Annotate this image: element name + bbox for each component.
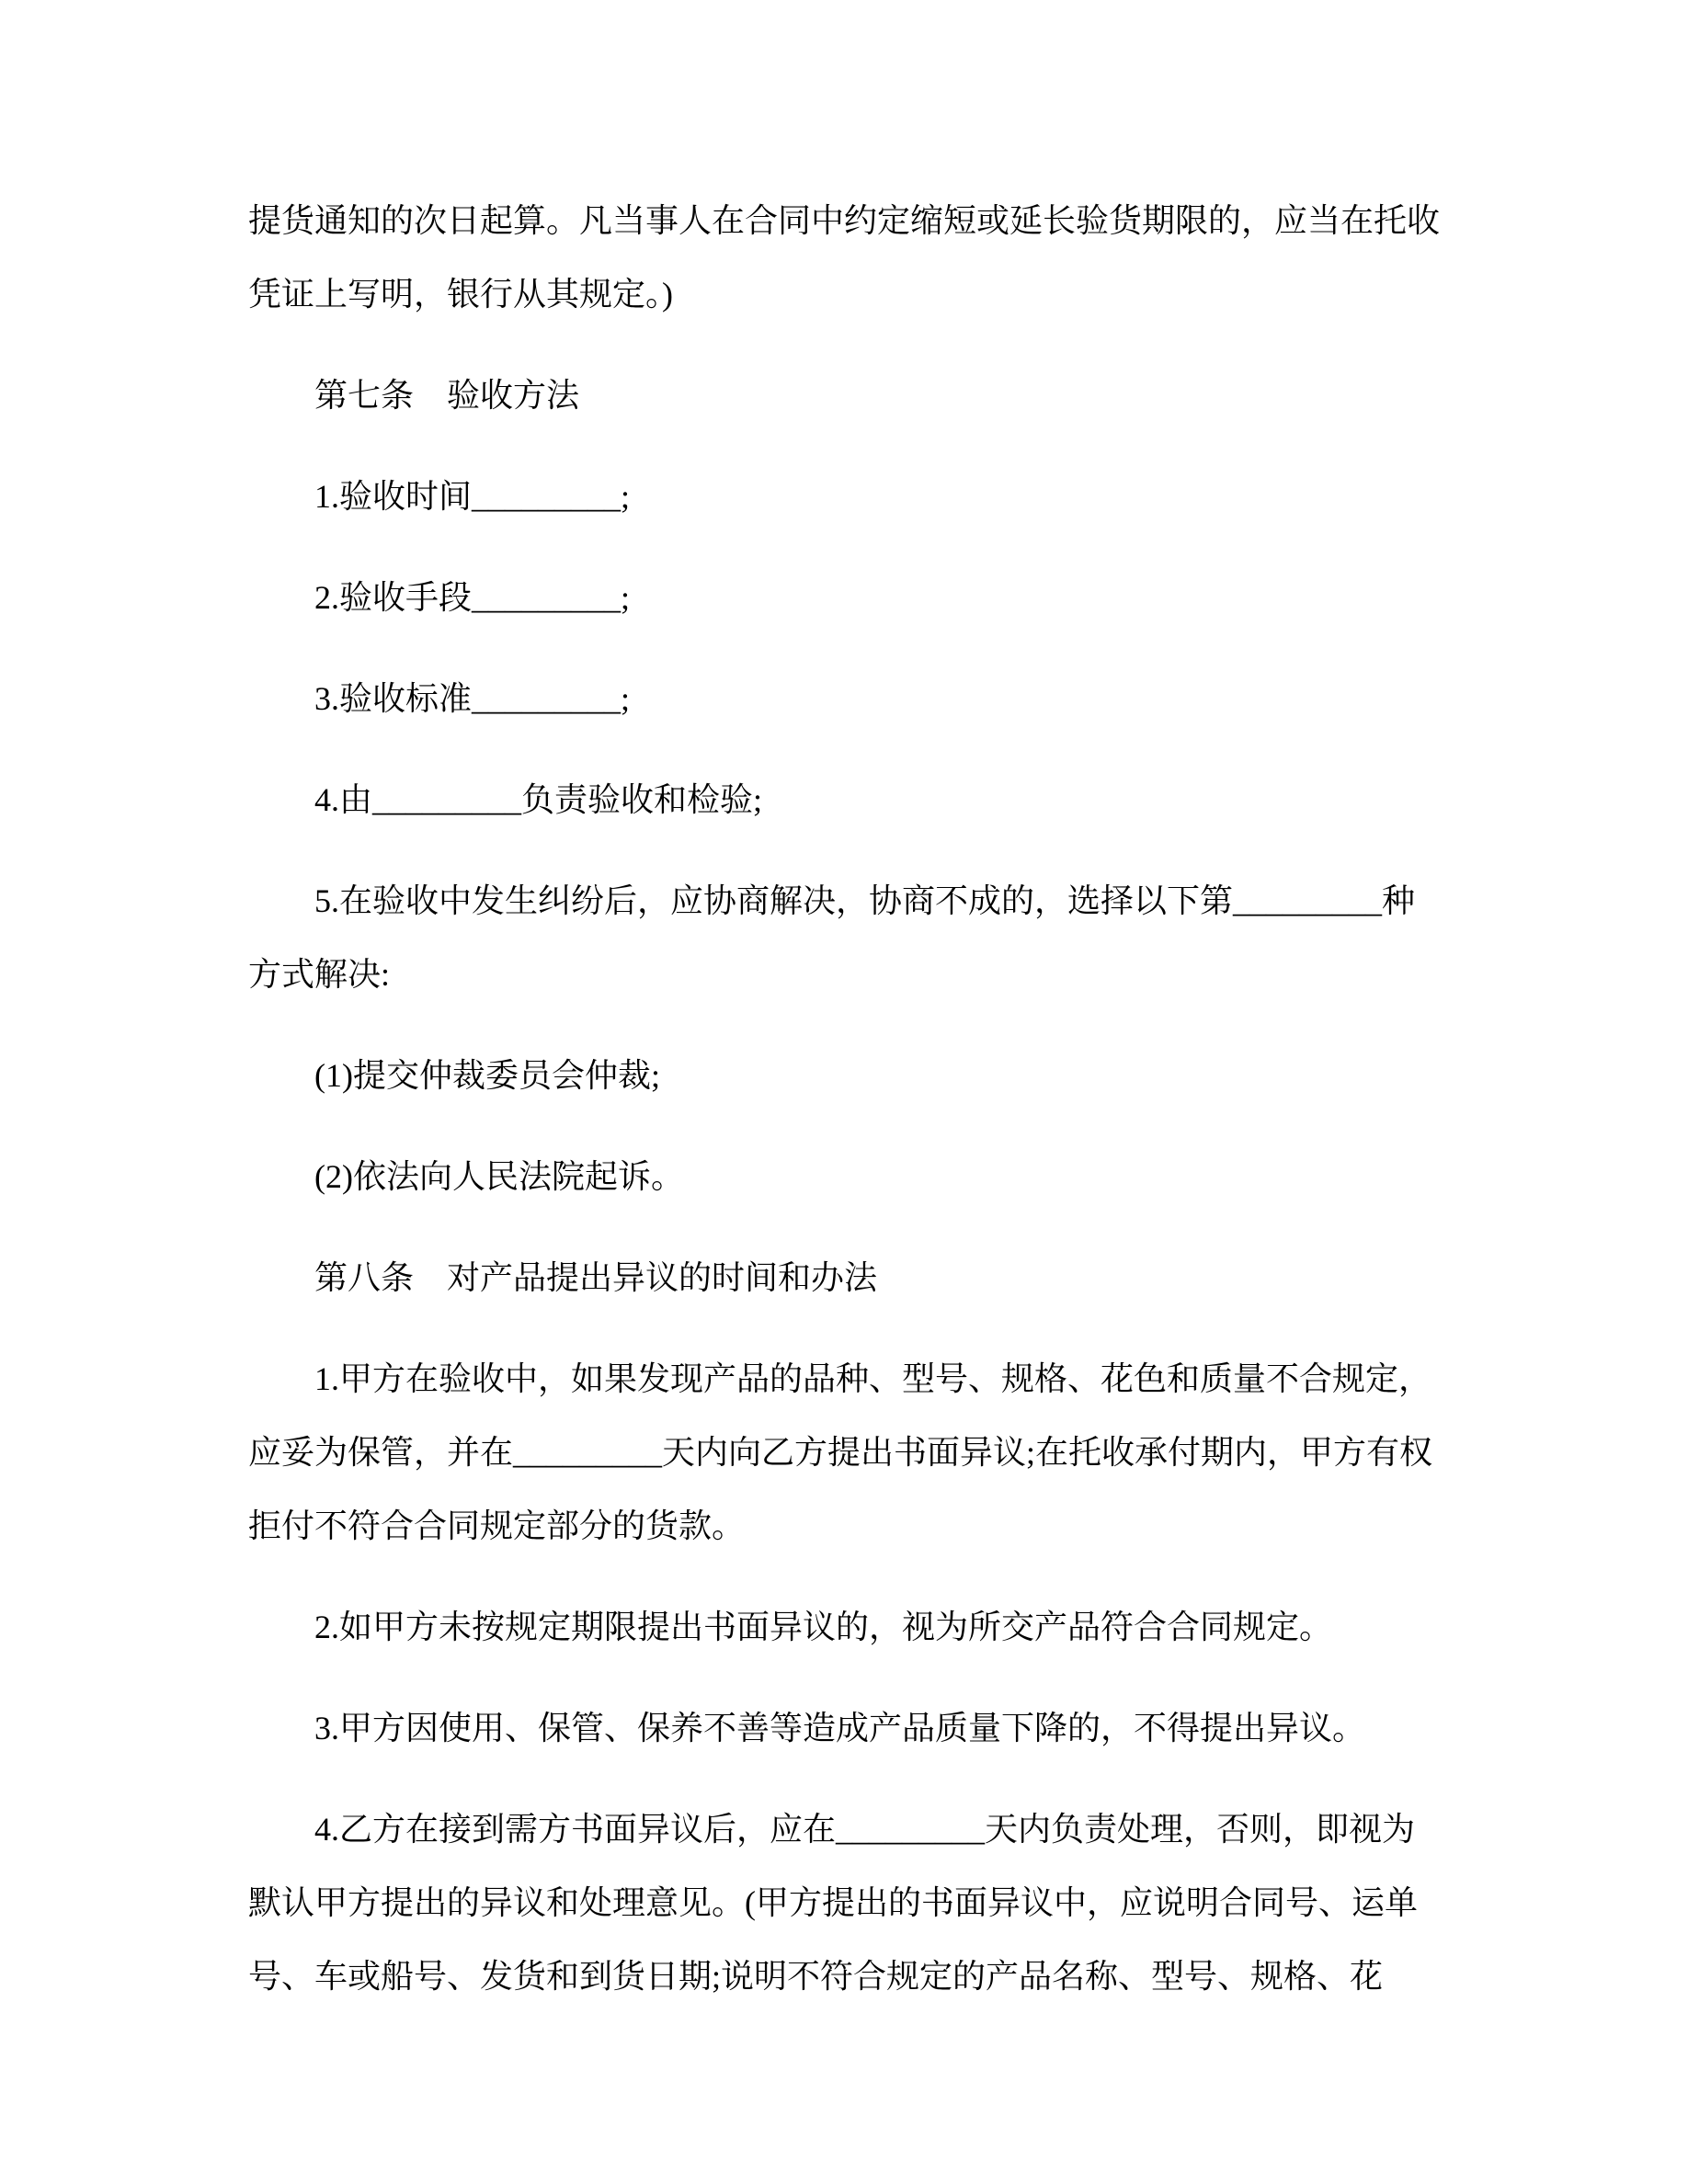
text-line: 1.甲方在验收中，如果发现产品的品种、型号、规格、花色和质量不合规定， — [314, 1360, 1432, 1397]
text-line: 凭证上写明，银行从其规定。) — [248, 276, 673, 313]
clause-8-item-3-no-objection-on-misuse — [248, 1691, 1442, 1765]
paragraph-inspection-period-continuation — [248, 184, 1442, 331]
text-line: 拒付不符合合同规定部分的货款。 — [248, 1507, 746, 1544]
clause-7-heading — [248, 358, 1442, 432]
dispute-option-1-arbitration — [248, 1039, 1442, 1112]
text-line: (2)依法向人民法院起诉。 — [314, 1158, 684, 1195]
clause-8-item-1-objection-on-acceptance — [248, 1342, 1442, 1563]
text-line: 第七条 验收方法 — [314, 377, 580, 414]
text-line: 2.验收手段_________; — [314, 579, 631, 616]
clause-7-item-5-dispute-resolution — [248, 864, 1442, 1011]
clause-8-item-2-deemed-conforming — [248, 1590, 1442, 1664]
clause-8-item-4-seller-handling-period — [248, 1792, 1442, 2013]
text-line: (1)提交仲裁委员会仲裁; — [314, 1057, 660, 1094]
text-line: 第八条 对产品提出异议的时间和办法 — [314, 1259, 878, 1296]
text-line: 号、车或船号、发货和到货日期;说明不符合规定的产品名称、型号、规格、花 — [248, 1958, 1384, 1995]
text-line: 5.在验收中发生纠纷后，应协商解决，协商不成的，选择以下第_________种 — [314, 882, 1416, 919]
clause-7-item-4-responsible-party — [248, 763, 1442, 836]
text-line: 4.乙方在接到需方书面异议后，应在_________天内负责处理，否则，即视为 — [314, 1811, 1416, 1848]
text-line: 1.验收时间_________; — [314, 478, 631, 515]
clause-8-heading — [248, 1241, 1442, 1314]
clause-7-item-1-acceptance-time — [248, 460, 1442, 533]
text-line: 方式解决: — [248, 956, 391, 993]
text-line: 默认甲方提出的异议和处理意见。(甲方提出的书面异议中，应说明合同号、运单 — [248, 1884, 1418, 1921]
text-line: 4.由_________负责验收和检验; — [314, 781, 763, 818]
clause-7-item-3-acceptance-standard — [248, 662, 1442, 735]
text-line: 提货通知的次日起算。凡当事人在合同中约定缩短或延长验货期限的，应当在托收 — [248, 202, 1441, 239]
text-line: 3.验收标准_________; — [314, 680, 631, 717]
text-line: 应妥为保管，并在_________天内向乙方提出书面异议;在托收承付期内，甲方有权 — [248, 1434, 1433, 1471]
text-line: 3.甲方因使用、保管、保养不善等造成产品质量下降的，不得提出异议。 — [314, 1710, 1366, 1746]
dispute-option-2-court — [248, 1140, 1442, 1213]
text-line: 2.如甲方未按规定期限提出书面异议的，视为所交产品符合合同规定。 — [314, 1609, 1333, 1645]
clause-7-item-2-acceptance-means — [248, 561, 1442, 634]
